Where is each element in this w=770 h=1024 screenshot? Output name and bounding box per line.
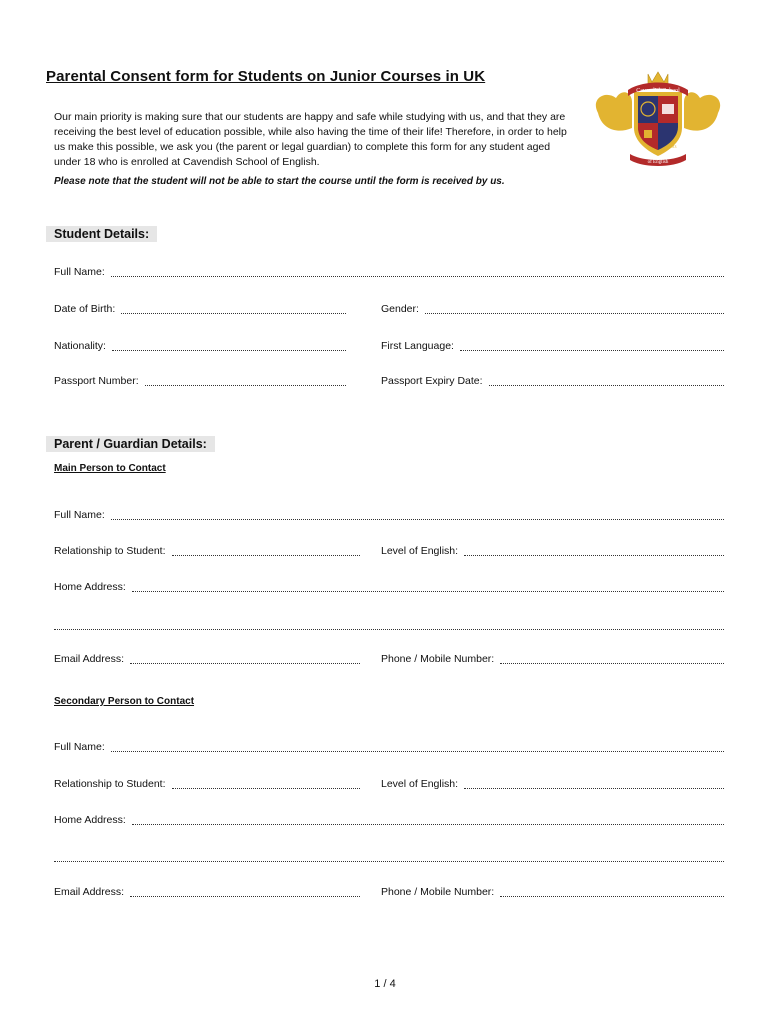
input-line[interactable] xyxy=(111,266,724,277)
input-line[interactable] xyxy=(145,375,346,386)
label: Full Name: xyxy=(54,509,105,521)
student-first-language-field[interactable] xyxy=(381,340,724,352)
label: Date of Birth: xyxy=(54,303,116,315)
label: Phone / Mobile Number: xyxy=(381,653,495,665)
label: Nationality: xyxy=(54,340,106,352)
label: Full Name: xyxy=(54,741,105,753)
secondary-contact-subheading: Secondary Person to Contact xyxy=(54,696,195,707)
student-dob-field[interactable] xyxy=(54,303,346,315)
input-line[interactable] xyxy=(464,778,724,789)
label: Relationship to Student: xyxy=(54,545,166,557)
main-home-address-line-2[interactable] xyxy=(54,628,724,630)
crest-year-text: 1983 xyxy=(667,144,677,149)
input-line[interactable] xyxy=(500,653,724,664)
main-contact-subheading: Main Person to Contact xyxy=(54,463,166,474)
page-number: 1 / 4 xyxy=(374,978,396,990)
label: Relationship to Student: xyxy=(54,778,166,790)
secondary-email-field[interactable] xyxy=(54,886,360,898)
student-passport-expiry-field[interactable] xyxy=(381,375,724,387)
label: Passport Expiry Date: xyxy=(381,375,483,387)
student-gender-field[interactable] xyxy=(381,303,724,315)
main-full-name-field[interactable] xyxy=(54,509,724,521)
input-line[interactable] xyxy=(111,741,724,752)
input-line[interactable] xyxy=(130,653,360,664)
label: Email Address: xyxy=(54,653,125,665)
input-line[interactable] xyxy=(121,303,346,314)
label: Email Address: xyxy=(54,886,125,898)
label: Gender: xyxy=(381,303,419,315)
label: Passport Number: xyxy=(54,375,139,387)
input-line[interactable] xyxy=(172,545,361,556)
main-relationship-field[interactable] xyxy=(54,545,360,557)
secondary-level-english-field[interactable] xyxy=(381,778,724,790)
input-line[interactable] xyxy=(132,814,724,825)
school-crest-logo xyxy=(588,68,728,168)
secondary-phone-field[interactable] xyxy=(381,886,724,898)
input-line[interactable] xyxy=(132,581,724,592)
secondary-relationship-field[interactable] xyxy=(54,778,360,790)
input-line[interactable] xyxy=(130,886,360,897)
input-line[interactable] xyxy=(489,375,724,386)
input-line[interactable] xyxy=(172,778,361,789)
main-email-field[interactable] xyxy=(54,653,360,665)
input-line[interactable] xyxy=(500,886,724,897)
label: Home Address: xyxy=(54,581,126,593)
intro-paragraph xyxy=(54,110,574,170)
label: First Language: xyxy=(381,340,454,352)
crest-top-text: Cavendish School xyxy=(636,88,680,94)
student-nationality-field[interactable] xyxy=(54,340,346,352)
input-line[interactable] xyxy=(425,303,724,314)
crest-bottom-text: of English xyxy=(647,160,669,165)
important-note: Please note that the student will not be able to start the course until the form is received by us. xyxy=(54,176,505,187)
student-details-heading: Student Details: xyxy=(46,226,157,242)
main-home-address-field[interactable] xyxy=(54,581,724,593)
guardian-details-heading: Parent / Guardian Details: xyxy=(46,436,215,452)
label: Phone / Mobile Number: xyxy=(381,886,495,898)
intro-text: Our main priority is making sure that our students are happy and safe while studying with us, and that they are receiving the best level of education possible, while also having the time of their life! Therefore, in order to help us make this possible, we ask you (the parent or legal guardian) to complete this form for any student aged under 18 who is enrolled at Cavendish School of English. xyxy=(54,111,567,168)
secondary-home-address-line-2[interactable] xyxy=(54,860,724,862)
student-full-name-field[interactable] xyxy=(54,266,724,278)
student-passport-number-field[interactable] xyxy=(54,375,346,387)
input-line[interactable] xyxy=(464,545,724,556)
label: Level of English: xyxy=(381,778,459,790)
label: Level of English: xyxy=(381,545,459,557)
label: Home Address: xyxy=(54,814,126,826)
secondary-home-address-field[interactable] xyxy=(54,814,724,826)
label: Full Name: xyxy=(54,266,105,278)
form-title: Parental Consent form for Students on Junior Courses in UK xyxy=(46,68,486,85)
input-line[interactable] xyxy=(460,340,724,351)
input-line[interactable] xyxy=(112,340,346,351)
main-phone-field[interactable] xyxy=(381,653,724,665)
input-line[interactable] xyxy=(111,509,724,520)
main-level-english-field[interactable] xyxy=(381,545,724,557)
secondary-full-name-field[interactable] xyxy=(54,741,724,753)
